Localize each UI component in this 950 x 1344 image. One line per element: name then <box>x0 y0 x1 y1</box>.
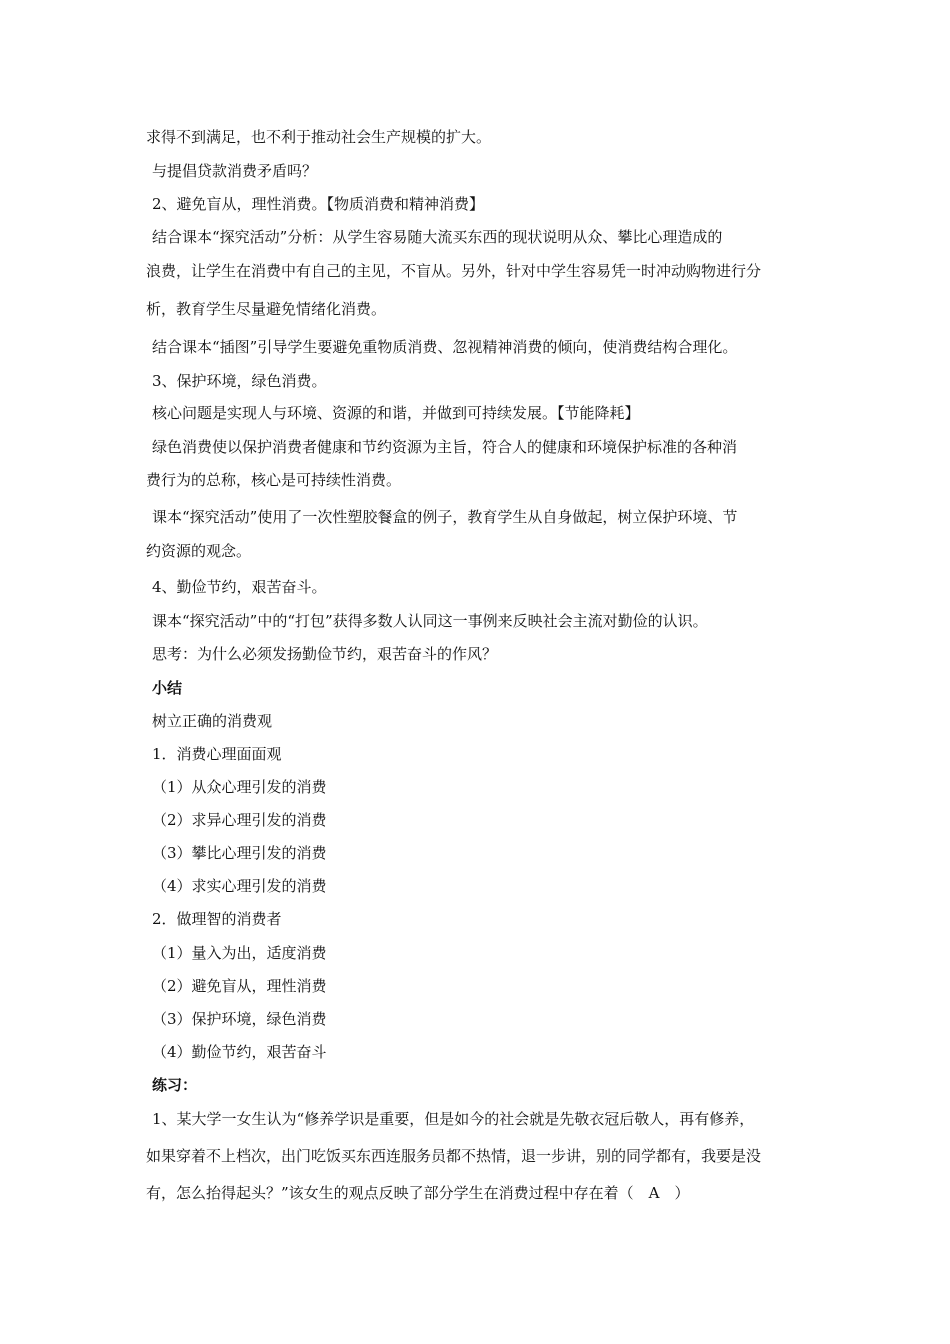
text-line: 费行为的总称，核心是可持续性消费。 <box>146 471 402 489</box>
text-line: 结合课本“探究活动”分析：从学生容易随大流买东西的现状说明从众、攀比心理造成的 <box>152 228 723 246</box>
list-item: （2）避免盲从，理性消费 <box>152 977 327 995</box>
list-item: （2）求异心理引发的消费 <box>152 811 327 829</box>
text-line: 浪费，让学生在消费中有自己的主见，不盲从。另外，针对中学生容易凭一时冲动购物进行分 <box>146 262 762 280</box>
summary-heading: 小结 <box>152 679 183 697</box>
text-line: 约资源的观念。 <box>146 542 252 560</box>
text-line: 课本“探究活动”中的“打包”获得多数人认同这一事例来反映社会主流对勤俭的认识。 <box>152 612 708 630</box>
list-item: （4）求实心理引发的消费 <box>152 877 327 895</box>
list-heading: 1．消费心理面面观 <box>152 745 282 763</box>
text-line: 析，教育学生尽量避免情绪化消费。 <box>146 300 387 318</box>
list-item: （4）勤俭节约，艰苦奋斗 <box>152 1043 327 1061</box>
question-text: 有，怎么抬得起头？”该女生的观点反映了部分学生在消费过程中存在着（ A ） <box>146 1184 690 1202</box>
list-heading: 2．做理智的消费者 <box>152 910 282 928</box>
text-line: 核心问题是实现人与环境、资源的和谐，并做到可持续发展。【节能降耗】 <box>152 404 640 422</box>
list-item: （3）攀比心理引发的消费 <box>152 844 327 862</box>
list-item: （3）保护环境，绿色消费 <box>152 1010 327 1028</box>
text-line: 结合课本“插图”引导学生要避免重物质消费、忽视精神消费的倾向，使消费结构合理化。 <box>152 338 738 356</box>
question-text: 1、某大学一女生认为“修养学识是重要，但是如今的社会就是先敬衣冠后敬人，再有修养， <box>152 1110 755 1128</box>
list-item: （1）量入为出，适度消费 <box>152 944 327 962</box>
text-line: 与提倡贷款消费矛盾吗？ <box>152 162 318 180</box>
text-line: 绿色消费使以保护消费者健康和节约资源为主旨，符合人的健康和环境保护标准的各种消 <box>152 438 738 456</box>
text-line: 思考：为什么必须发扬勤俭节约，艰苦奋斗的作风？ <box>152 645 498 663</box>
question-text: 如果穿着不上档次，出门吃饭买东西连服务员都不热情，退一步讲，别的同学都有，我要是没 <box>146 1147 762 1165</box>
section-heading: 3、保护环境，绿色消费。 <box>152 372 327 390</box>
text-line: 树立正确的消费观 <box>152 712 273 730</box>
text-line: 求得不到满足，也不利于推动社会生产规模的扩大。 <box>146 128 492 146</box>
section-heading: 2、避免盲从，理性消费。【物质消费和精神消费】 <box>152 195 485 213</box>
section-heading: 4、勤俭节约，艰苦奋斗。 <box>152 578 327 596</box>
list-item: （1）从众心理引发的消费 <box>152 778 327 796</box>
exercise-heading: 练习： <box>152 1076 198 1094</box>
text-line: 课本“探究活动”使用了一次性塑胶餐盒的例子，教育学生从自身做起，树立保护环境、节 <box>152 508 738 526</box>
